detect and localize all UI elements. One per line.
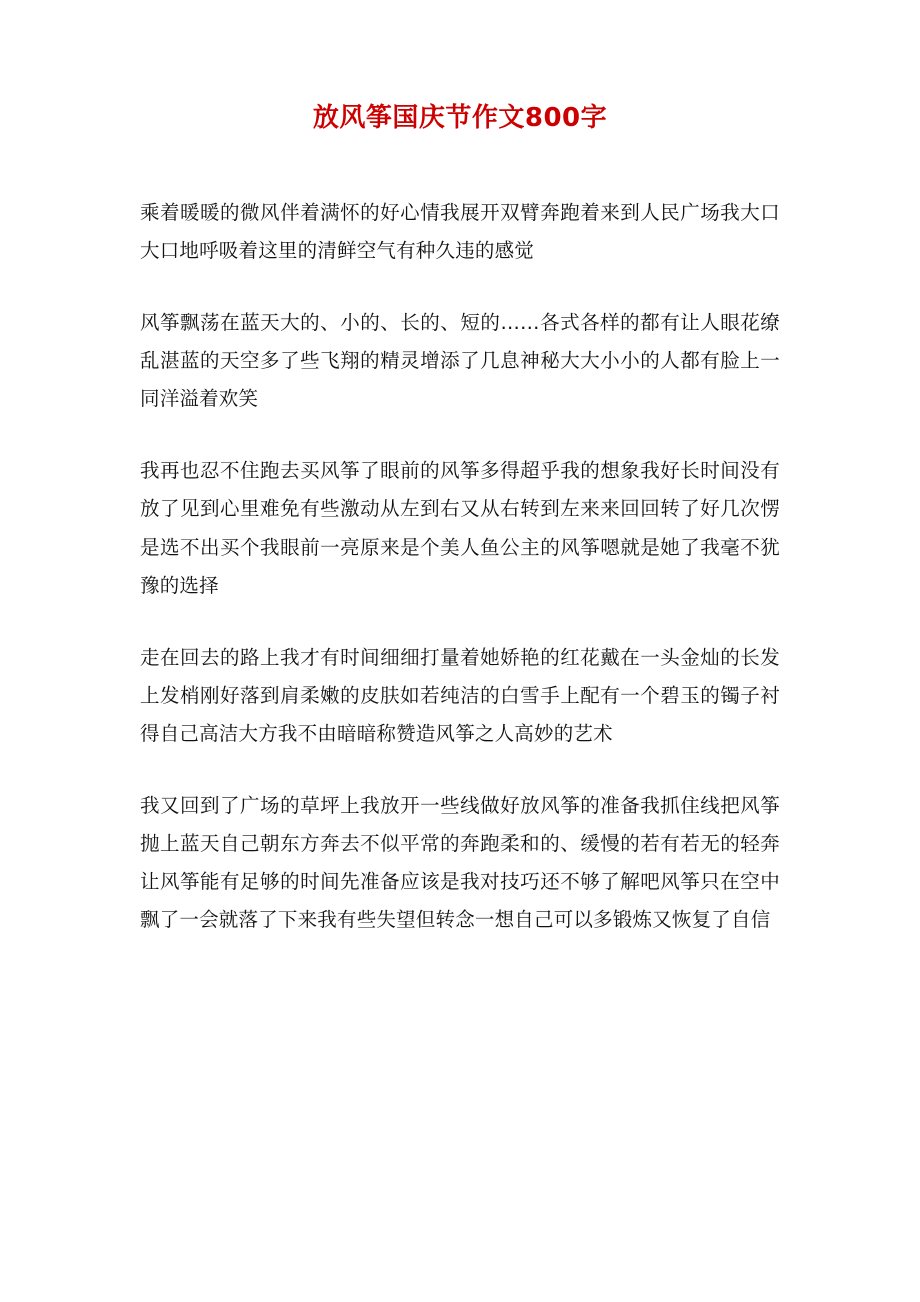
paragraph-1: 乘着暖暖的微风伴着满怀的好心情我展开双臂奔跑着来到人民广场我大口大口地呼吸着这里的清鲜空气有种久违的感觉	[140, 201, 780, 263]
page-title: 放风筝国庆节作文800字	[312, 103, 608, 133]
paragraph-2: 风筝飘荡在蓝天大的、小的、长的、短的……各式各样的都有让人眼花缭乱湛蓝的天空多了些飞翔的精灵增添了几息神秘大大小小的人都有脸上一同洋溢着欢笑	[140, 311, 780, 411]
paragraph-3: 我再也忍不住跑去买风筝了眼前的风筝多得超乎我的想象我好长时间没有放了见到心里难免有些激动从左到右又从右转到左来来回回转了好几次愣是选不出买个我眼前一亮原来是个美人鱼公主的风筝嗯就是她了我毫不犹豫的选择	[140, 459, 780, 597]
document-body	[140, 194, 780, 938]
paragraph-4: 走在回去的路上我才有时间细细打量着她娇艳的红花戴在一头金灿的长发上发梢刚好落到肩柔嫩的皮肤如若纯洁的白雪手上配有一个碧玉的镯子衬得自己高洁大方我不由暗暗称赞造风筝之人高妙的艺术	[140, 645, 780, 745]
paragraph-5: 我又回到了广场的草坪上我放开一些线做好放风筝的准备我抓住线把风筝抛上蓝天自己朝东方奔去不似平常的奔跑柔和的、缓慢的若有若无的轻奔让风筝能有足够的时间先准备应该是我对技巧还不够了解吧风筝只在空中飘了一会就落了下来我有些失望但转念一想自己可以多锻炼又恢复了自信	[140, 793, 780, 931]
